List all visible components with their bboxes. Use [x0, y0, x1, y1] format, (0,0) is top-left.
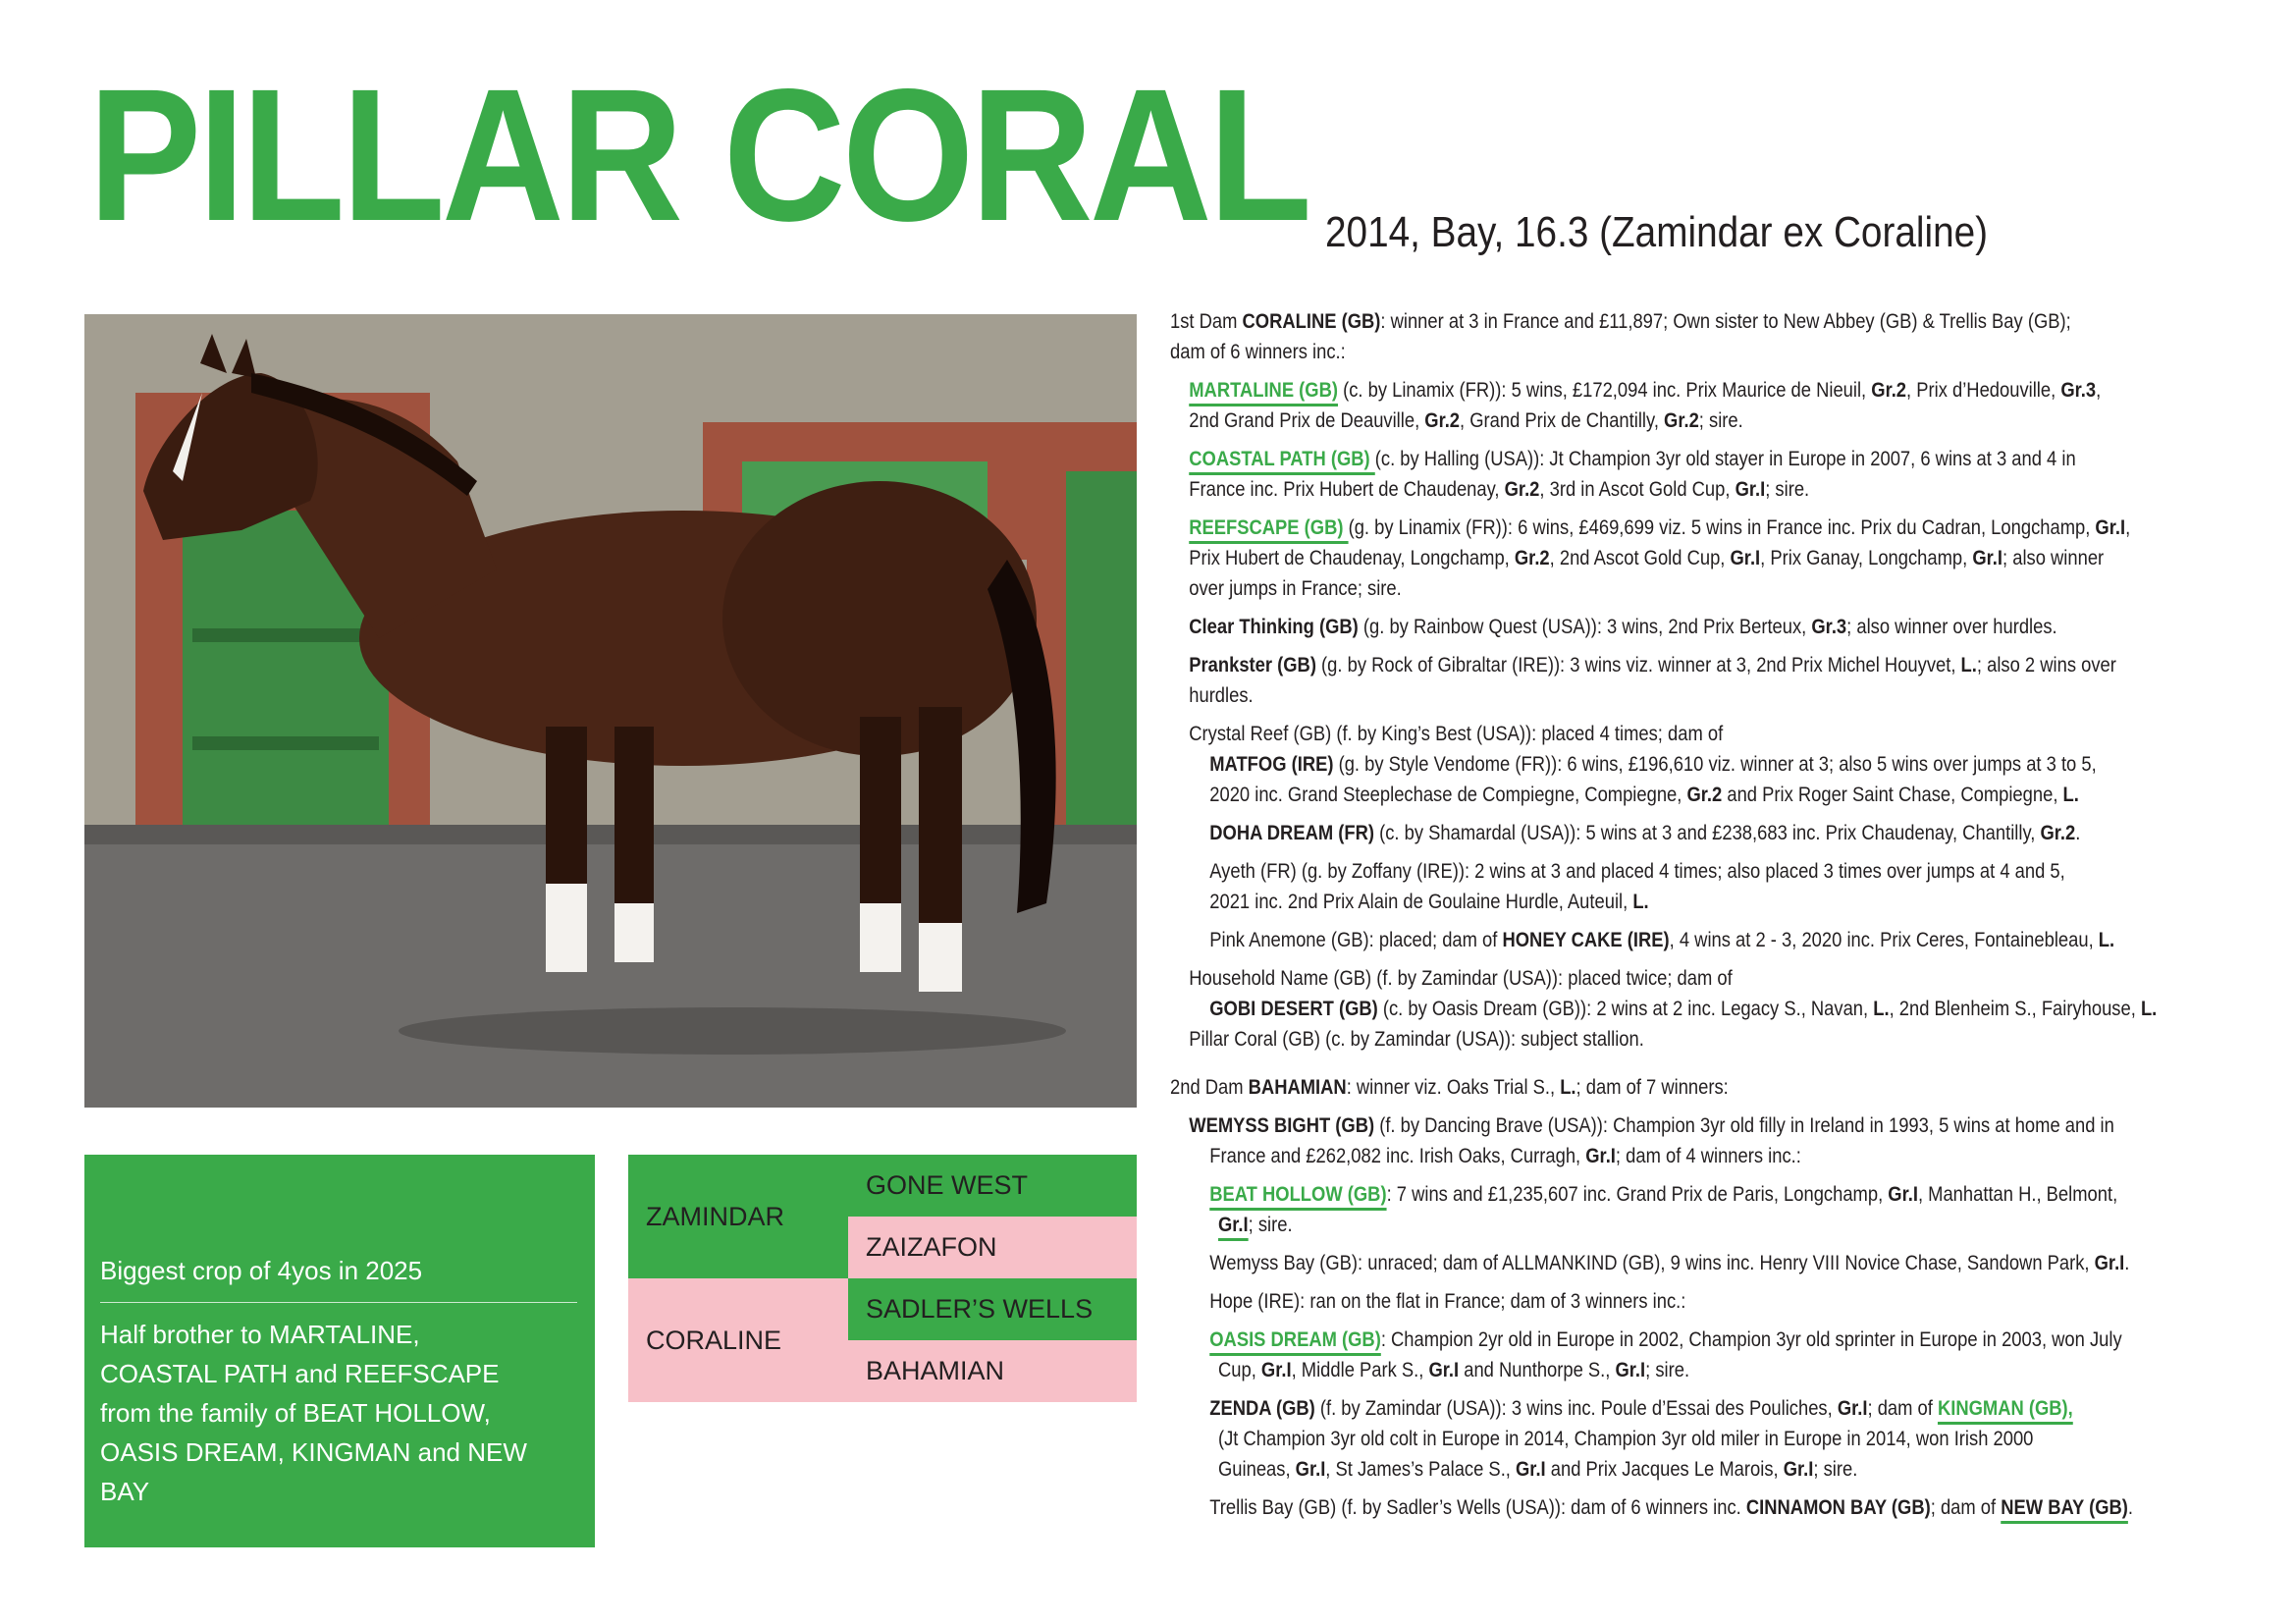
progeny-pink-anemone: Pink Anemone (GB): placed; dam of HONEY CAKE (IRE), 4 wins at 2 - 3, 2020 inc. Prix Ceres, Fontainebleau, L. — [1209, 929, 2115, 951]
progeny-coastal-path: COASTAL PATH (GB) (c. by Halling (USA)): Jt Champion 3yr old stayer in Europe in 2007, 6 wins at 3 and 4 in — [1189, 448, 2076, 470]
progeny-reefscape: Prix Hubert de Chaudenay, Longchamp, Gr.2, 2nd Ascot Gold Cup, Gr.I, Prix Ganay, Longchamp, Gr.I; also winner — [1189, 547, 2105, 569]
info-brother-line: Half brother to MARTALINE, — [100, 1320, 420, 1349]
progeny-matfog: MATFOG (IRE) (g. by Style Vendome (FR)): 6 wins, £196,610 viz. winner at 3; also 5 wins over jumps at 3 to 5, — [1209, 753, 2097, 776]
dam2-line: 2nd Dam BAHAMIAN: winner viz. Oaks Trial S., L.; dam of 7 winners: — [1170, 1076, 1729, 1099]
progeny-wemyss-bight: WEMYSS BIGHT (GB) (f. by Dancing Brave (USA)): Champion 3yr old filly in Ireland in 1993, 5 wins at home and in — [1189, 1114, 2114, 1137]
progeny-oasis-dream: Cup, Gr.I, Middle Park S., Gr.I and Nunthorpe S., Gr.I; sire. — [1218, 1359, 1690, 1381]
progeny-ayeth: Ayeth (FR) (g. by Zoffany (IRE)): 2 wins at 3 and placed 4 times; also placed 3 times over jumps at 4 and 5, — [1209, 860, 2065, 883]
pedigree-dam: CORALINE — [628, 1278, 848, 1402]
progeny-prankster: Prankster (GB) (g. by Rock of Gibraltar (IRE)): 3 wins viz. winner at 3, 2nd Prix Michel Houyvet, L.; also 2 wins over — [1189, 654, 2116, 677]
info-brother-line: from the family of BEAT HOLLOW, — [100, 1398, 491, 1428]
pedigree-sire: ZAMINDAR — [628, 1155, 848, 1278]
page-subtitle: 2014, Bay, 16.3 (Zamindar ex Coraline) — [1325, 208, 1989, 256]
progeny-household-name: Household Name (GB) (f. by Zamindar (USA)): placed twice; dam of — [1189, 967, 1733, 990]
progeny-matfog: 2020 inc. Grand Steeplechase de Compiegne, Compiegne, Gr.2 and Prix Roger Saint Chase, Compiegne, L. — [1209, 784, 2079, 806]
progeny-clear-thinking: Clear Thinking (GB) (g. by Rainbow Quest (USA)): 3 wins, 2nd Prix Berteux, Gr.3; also winner over hurdles. — [1189, 616, 2057, 638]
progeny-hope: Hope (IRE): ran on the flat in France; dam of 3 winners inc.: — [1209, 1290, 1686, 1313]
progeny-beat-hollow: BEAT HOLLOW (GB): 7 wins and £1,235,607 inc. Grand Prix de Paris, Longchamp, Gr.I, Manhattan H., Belmont, — [1209, 1183, 2118, 1206]
progeny-reefscape: over jumps in France; sire. — [1189, 577, 1402, 600]
progeny-doha-dream: DOHA DREAM (FR) (c. by Shamardal (USA)): 5 wins at 3 and £238,683 inc. Prix Chaudenay, Chantilly, Gr.2. — [1209, 822, 2081, 844]
progeny-martaline: 2nd Grand Prix de Deauville, Gr.2, Grand Prix de Chantilly, Gr.2; sire. — [1189, 409, 1743, 432]
progeny-zenda: Guineas, Gr.I, St James’s Palace S., Gr.I and Prix Jacques Le Marois, Gr.I; sire. — [1218, 1458, 1858, 1481]
progeny-reefscape: REEFSCAPE (GB) (g. by Linamix (FR)): 6 wins, £469,699 viz. 5 wins in France inc. Prix du Cadran, Longchamp, Gr.I, — [1189, 516, 2131, 539]
progeny-wemyss-bight: France and £262,082 inc. Irish Oaks, Curragh, Gr.I; dam of 4 winners inc.: — [1209, 1145, 1801, 1167]
progeny-oasis-dream: OASIS DREAM (GB): Champion 2yr old in Europe in 2002, Champion 3yr old sprinter in Europe in 2003, won July — [1209, 1328, 2122, 1351]
pedigree-table — [628, 1155, 1137, 1402]
pedigree-sire-sire: GONE WEST — [848, 1155, 1137, 1217]
progeny-prankster: hurdles. — [1189, 684, 1254, 707]
info-brother-text — [100, 1315, 583, 1511]
pedigree-dam-sire: SADLER’S WELLS — [848, 1278, 1137, 1340]
progeny-pillar-coral: Pillar Coral (GB) (c. by Zamindar (USA)): subject stallion. — [1189, 1028, 1644, 1051]
progeny-wemyss-bay: Wemyss Bay (GB): unraced; dam of ALLMANKIND (GB), 9 wins inc. Henry VIII Novice Chase, Sandown Park, Gr.I. — [1209, 1252, 2130, 1274]
pedigree-dam-dam: BAHAMIAN — [848, 1340, 1137, 1402]
pedigree-sire-dam: ZAIZAFON — [848, 1217, 1137, 1278]
dam1-line: dam of 6 winners inc.: — [1170, 341, 1346, 363]
progeny-zenda: ZENDA (GB) (f. by Zamindar (USA)): 3 wins inc. Poule d’Essai des Pouliches, Gr.I; dam of KINGMAN (GB), — [1209, 1397, 2073, 1420]
dam1-line: 1st Dam CORALINE (GB): winner at 3 in France and £11,897; Own sister to New Abbey (GB) & Trellis Bay (GB); — [1170, 310, 2071, 333]
page-title: PILLAR CORAL — [88, 49, 1309, 260]
info-box — [84, 1155, 595, 1547]
progeny-ayeth: 2021 inc. 2nd Prix Alain de Goulaine Hurdle, Auteuil, L. — [1209, 891, 1649, 913]
info-crop-text: Biggest crop of 4yos in 2025 — [100, 1251, 577, 1303]
progeny-gobi-desert: GOBI DESERT (GB) (c. by Oasis Dream (GB)): 2 wins at 2 inc. Legacy S., Navan, L., 2nd Blenheim S., Fairyhouse, L. — [1209, 998, 2158, 1020]
progeny-zenda: (Jt Champion 3yr old colt in Europe in 2014, Champion 3yr old miler in Europe in 2014, won Irish 2000 — [1218, 1428, 2034, 1450]
progeny-coastal-path: France inc. Prix Hubert de Chaudenay, Gr.2, 3rd in Ascot Gold Cup, Gr.I; sire. — [1189, 478, 1810, 501]
progeny-beat-hollow: Gr.I; sire. — [1218, 1214, 1293, 1236]
info-brother-line: COASTAL PATH and REEFSCAPE — [100, 1359, 500, 1388]
info-brother-line: OASIS DREAM, KINGMAN and NEW BAY — [100, 1437, 527, 1506]
horse-photo — [84, 314, 1137, 1108]
pedigree-notes — [1170, 306, 2260, 1523]
progeny-martaline: MARTALINE (GB) (c. by Linamix (FR)): 5 wins, £172,094 inc. Prix Maurice de Nieuil, Gr.2, Prix d’Hedouville, Gr.3, — [1189, 379, 2102, 402]
progeny-crystal-reef: Crystal Reef (GB) (f. by King’s Best (USA)): placed 4 times; dam of — [1189, 723, 1724, 745]
progeny-trellis-bay: Trellis Bay (GB) (f. by Sadler’s Wells (USA)): dam of 6 winners inc. CINNAMON BAY (GB); dam of NEW BAY (GB). — [1209, 1496, 2134, 1519]
